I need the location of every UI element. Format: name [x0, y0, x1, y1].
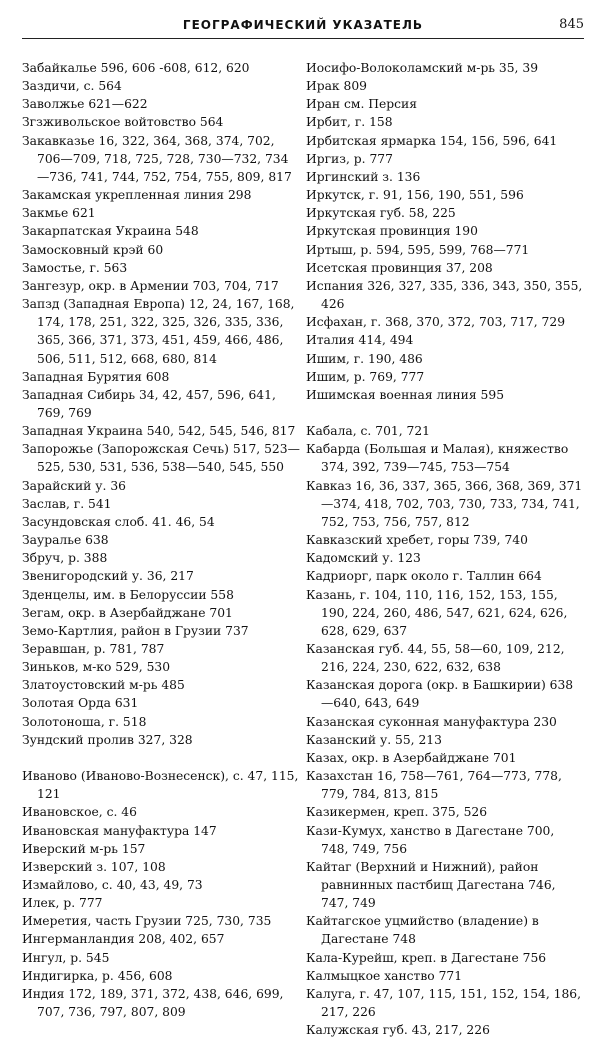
index-entry: Исфахан, г. 368, 370, 372, 703, 717, 729 [306, 315, 566, 330]
index-entry: Заслав, г. 541 [22, 496, 112, 511]
index-entry: Ирбит, г. 158 [306, 115, 393, 130]
index-entry: Забайкалье 596, 606 -608, 612, 620 [22, 61, 250, 75]
index-entry: Ирбитская ярмарка 154, 156, 596, 641 [306, 133, 558, 148]
index-entry: Ивановское, с. 46 [22, 805, 137, 820]
index-entry: Зиньков, м-ко 529, 530 [22, 660, 171, 675]
index-entry: Ингул, р. 545 [22, 950, 110, 965]
index-entry: Иртыш, р. 594, 595, 599, 768—771 [306, 242, 530, 257]
index-entry: Ивановская мануфактура 147 [22, 823, 217, 838]
index-entry: Згзживольское войтовство 564 [22, 115, 224, 130]
index-entry: Иваново (Иваново-Вознесенск), с. 47, 115, 121 [22, 769, 299, 802]
index-entry: Индия 172, 189, 371, 372, 438, 646, 699, 707, 736, 797, 807, 809 [22, 986, 284, 1020]
right-column [306, 59, 584, 1039]
index-entry: Замостье, г. 563 [22, 260, 128, 275]
index-entry: Збруч, р. 388 [22, 551, 108, 566]
index-entry: Западная Сибирь 34, 42, 457, 596, 641, 769, 769 [22, 387, 276, 420]
index-entry: Земо-Картлия, район в Грузии 737 [22, 623, 249, 638]
index-entry: Заздичи, с. 564 [22, 79, 122, 94]
index-entry: Испания 326, 327, 335, 336, 343, 350, 355, 426 [306, 278, 583, 312]
index-entry: Индигирка, р. 456, 608 [22, 968, 173, 983]
index-entry: Казанская дорога (окр. в Башкирии) 638—640, 643, 649 [306, 678, 574, 711]
index-entry: Золотая Орда 631 [22, 696, 139, 711]
index-entry: Закмье 621 [22, 206, 96, 221]
index-entry: Изверский з. 107, 108 [22, 859, 166, 874]
index-entry: Казанская губ. 44, 55, 58—60, 109, 212, 216, 224, 230, 622, 632, 638 [306, 641, 565, 675]
index-entry: Кадомский у. 123 [306, 551, 421, 566]
section-k [306, 422, 584, 1039]
page-title: ГЕОГРАФИЧЕСКИЙ УКАЗАТЕЛЬ [182, 18, 424, 32]
index-entry: Западная Бурятия 608 [22, 369, 170, 384]
left-column [22, 59, 300, 1021]
index-entry: Измайлово, с. 40, 43, 49, 73 [22, 878, 203, 893]
index-entry: Иран см. Персия [306, 97, 418, 112]
index-entry: Казикермен, креп. 375, 526 [306, 805, 488, 820]
index-entry: Кадриорг, парк около г. Таллин 664 [306, 569, 542, 584]
index-entry: Ишим, р. 769, 777 [306, 369, 425, 384]
section-i-continued [306, 59, 584, 404]
index-entry: Илек, р. 777 [22, 896, 103, 911]
index-entry: Кавказский хребет, горы 739, 740 [306, 533, 528, 548]
index-entry: Кабала, с. 701, 721 [306, 424, 431, 439]
running-header [22, 14, 584, 39]
index-entry: Кази-Кумух, ханство в Дагестане 700, 748, 749, 756 [306, 823, 555, 856]
index-entry: Казанский у. 55, 213 [306, 732, 442, 747]
index-entry: Иркутская провинция 190 [306, 224, 478, 239]
index-entry: Зундский пролив 327, 328 [22, 732, 193, 747]
index-entry: Иргинский з. 136 [306, 169, 421, 184]
index-entry: Звенигородский у. 36, 217 [22, 569, 194, 584]
section-i [22, 767, 300, 1021]
page-number: 845 [559, 17, 584, 32]
index-entry: Засундовская слоб. 41. 46, 54 [22, 514, 215, 529]
index-entry: Зангезур, окр. в Армении 703, 704, 717 [22, 278, 279, 293]
index-entry: Ишим, г. 190, 486 [306, 351, 423, 366]
index-entry: Кабарда (Большая и Малая), княжество 374, 392, 739—745, 753—754 [306, 442, 569, 475]
index-entry: Иверский м-рь 157 [22, 841, 146, 856]
index-entry: Зарайский у. 36 [22, 478, 126, 493]
index-entry: Кайтаг (Верхний и Нижний), район равнинных пастбищ Дагестана 746, 747, 749 [306, 859, 556, 911]
index-entry: Кавказ 16, 36, 337, 365, 366, 368, 369, 371—374, 418, 702, 703, 730, 733, 734, 741, 752, 753, 756, 757, 812 [306, 478, 583, 529]
index-entry: Иркутск, г. 91, 156, 190, 551, 596 [306, 188, 524, 203]
index-entry: Златоустовский м-рь 485 [22, 678, 185, 693]
index-entry: Калмыцкое ханство 771 [306, 968, 463, 983]
index-entry: Западная Украина 540, 542, 545, 546, 817 [22, 424, 296, 439]
index-entry: Зауралье 638 [22, 533, 109, 548]
index-entry: Зденцелы, им. в Белоруссии 558 [22, 587, 234, 602]
index-entry: Ишимская военная линия 595 [306, 387, 505, 402]
index-entry: Закарпатская Украина 548 [22, 224, 199, 239]
index-entry: Закамская укрепленная линия 298 [22, 188, 252, 203]
index-entry: Калужская губ. 43, 217, 226 [306, 1023, 490, 1038]
index-entry: Кайтагское уцмийство (владение) в Дагестане 748 [306, 914, 539, 947]
section-gap [306, 404, 584, 422]
index-entry: Казанская суконная мануфактура 230 [306, 714, 557, 729]
index-entry: Кала-Курейш, креп. в Дагестане 756 [306, 950, 547, 965]
index-entry: Исетская провинция 37, 208 [306, 260, 493, 275]
index-entry: Запзд (Западная Европа) 12, 24, 167, 168, 174, 178, 251, 322, 325, 326, 335, 336, 365, 366, 371, 373, 451, 459, 466, 486, 506, 511, 512, 668, 680, 814 [22, 297, 295, 366]
index-entry: Золотоноша, г. 518 [22, 714, 147, 729]
index-entry: Зегам, окр. в Азербайджане 701 [22, 605, 233, 620]
index-entry: Закавказье 16, 322, 364, 368, 374, 702, 706—709, 718, 725, 728, 730—732, 734—736, 741, 744, 752, 754, 755, 809, 817 [22, 133, 292, 184]
index-entry: Иосифо-Волоколамский м-рь 35, 39 [306, 61, 539, 75]
index-entry: Замосковный крэй 60 [22, 242, 164, 257]
index-entry: Зеравшан, р. 781, 787 [22, 642, 165, 656]
index-entry: Ирак 809 [306, 79, 367, 94]
index-entry: Ингерманландия 208, 402, 657 [22, 932, 225, 947]
index-entry: Запорожье (Запорожская Сечь) 517, 523—525, 530, 531, 536, 538—540, 545, 550 [22, 442, 300, 475]
index-entry: Заволжье 621—622 [22, 97, 148, 112]
section-z [22, 59, 300, 749]
index-entry: Калуга, г. 47, 107, 115, 151, 152, 154, 186, 217, 226 [306, 986, 582, 1020]
section-gap [22, 749, 300, 767]
index-entry: Иргиз, р. 777 [306, 151, 393, 166]
index-entry: Казах, окр. в Азербайджане 701 [306, 750, 517, 765]
index-entry: Иркутская губ. 58, 225 [306, 206, 456, 221]
index-entry: Италия 414, 494 [306, 333, 414, 348]
index-entry: Казахстан 16, 758—761, 764—773, 778, 779, 784, 813, 815 [306, 769, 562, 802]
index-entry: Имеретия, часть Грузии 725, 730, 735 [22, 914, 272, 929]
index-entry: Казань, г. 104, 110, 116, 152, 153, 155, 190, 224, 260, 486, 547, 621, 624, 626, 628, 629, 637 [306, 587, 568, 638]
